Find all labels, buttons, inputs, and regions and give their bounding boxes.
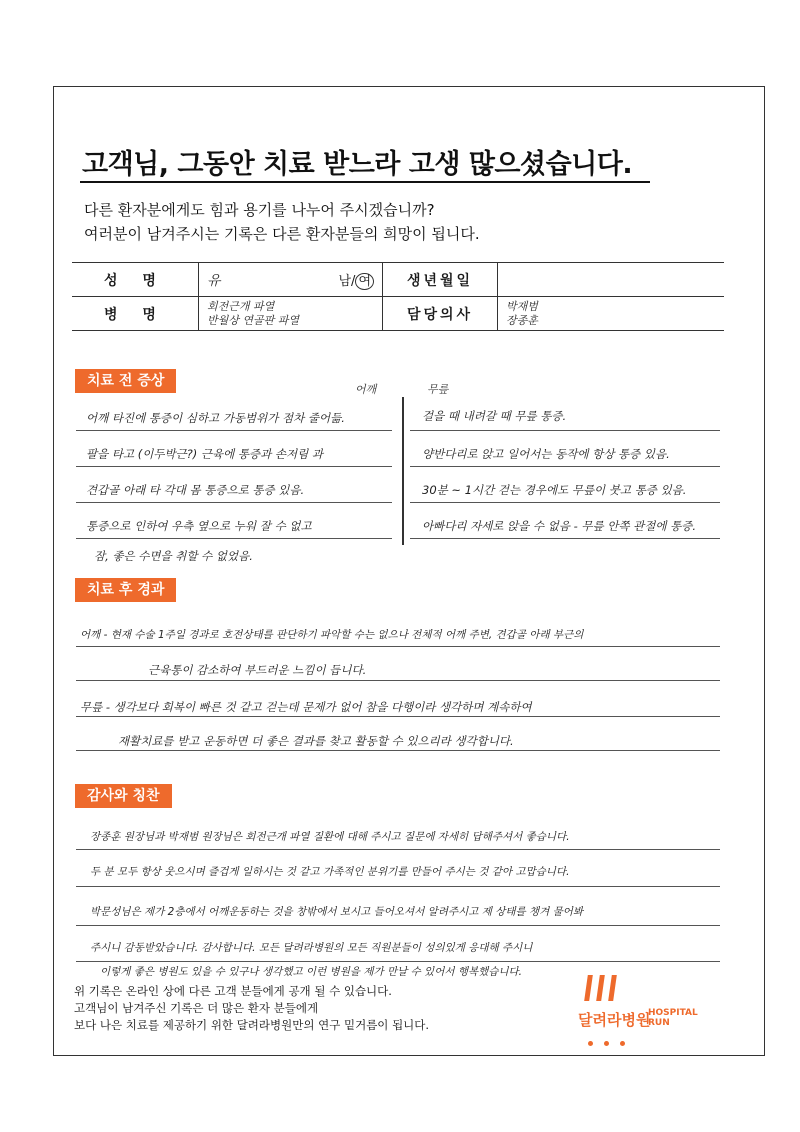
ruled-line xyxy=(76,680,720,681)
ruled-line xyxy=(76,750,720,751)
ruled-line xyxy=(76,466,392,467)
disease-label: 병 명 xyxy=(72,297,199,331)
footer-line-3: 보다 나은 치료를 제공하기 위한 달려라병원만의 연구 밑거름이 됩니다. xyxy=(74,1018,430,1032)
thanks-line: 이렇게 좋은 병원도 있을 수 있구나 생각했고 이런 병원을 제가 만날 수 있어서 행복했습니다. xyxy=(100,966,523,978)
gender-field[interactable] xyxy=(338,270,374,289)
thanks-line: 주시니 감동받았습니다. 감사합니다. 모든 달려라병원의 모든 직원분들이 성의있게 응대해 주시니 xyxy=(90,942,533,954)
after-line: 무릎 - 생각보다 회복이 빠른 것 같고 걷는데 문제가 없어 참을 다행이라 생각하며 계속하여 xyxy=(80,700,532,714)
disease-field[interactable] xyxy=(199,297,383,331)
thanks-line: 장종훈 원장님과 박재범 원장님은 회전근개 파열 질환에 대해 주시고 질문에 자세히 답해주셔서 좋습니다. xyxy=(90,831,570,843)
logo-brand-text: 달려라병원 xyxy=(578,1011,651,1029)
disease-value-2: 반월상 연골판 파열 xyxy=(207,313,300,327)
gender-female-selected: 여 xyxy=(355,273,374,290)
logo-bar xyxy=(596,975,605,1001)
ruled-line xyxy=(76,502,392,503)
thanks-line: 두 분 모두 항상 웃으시며 즐겁게 일하시는 것 같고 가족적인 분위기를 만들어 주시는 것 같아 고맙습니다. xyxy=(90,866,570,878)
ruled-line xyxy=(76,849,720,850)
logo-bar xyxy=(608,975,617,1001)
name-value: 유 xyxy=(207,272,221,289)
footer-line-2: 고객님이 남겨주신 기록은 더 많은 환자 분들에게 xyxy=(74,1001,319,1015)
logo-dot xyxy=(604,1041,609,1046)
disease-value-1: 회전근개 파열 xyxy=(207,299,275,313)
logo-sub-line-2: RUN xyxy=(648,1018,670,1028)
doctor-label: 담당의사 xyxy=(383,297,498,331)
ruled-line xyxy=(76,430,392,431)
before-right-line: 30분 ~ 1시간 걷는 경우에도 무릎이 붓고 통증 있음. xyxy=(422,483,687,497)
before-right-line: 걸을 때 내려갈 때 무릎 통증. xyxy=(422,409,567,423)
before-right-line: 아빠다리 자세로 앉을 수 없음 - 무릎 안쪽 관절에 통증. xyxy=(422,519,696,533)
intro-line-2: 여러분이 남겨주시는 기록은 다른 환자분들의 희망이 됩니다. xyxy=(84,225,480,243)
logo-dot xyxy=(620,1041,625,1046)
ruled-line xyxy=(410,502,720,503)
hospital-logo xyxy=(578,975,718,1045)
gender-separator: / xyxy=(351,273,356,289)
logo-bar xyxy=(584,975,593,1001)
ruled-line xyxy=(410,538,720,539)
birth-label: 생년월일 xyxy=(383,263,498,297)
footer-line-1: 위 기록은 온라인 상에 다른 고객 분들에게 공개 될 수 있습니다. xyxy=(74,984,392,998)
before-left-column-hint: 어깨 xyxy=(355,383,377,396)
before-left-line: 잠, 좋은 수면을 취할 수 없었음. xyxy=(94,549,253,563)
ruled-line xyxy=(410,466,720,467)
before-left-line: 팔을 타고 (이두박근?) 근육에 통증과 손저림 과 xyxy=(86,447,323,461)
section-before-treatment: 치료 전 증상 xyxy=(75,369,176,393)
doctor-field[interactable] xyxy=(498,297,725,331)
doctor-value-1: 박재범 xyxy=(506,299,538,313)
logo-sub-line-1: HOSPITAL xyxy=(648,1008,698,1018)
before-left-line: 어깨 타진에 통증이 심하고 가동범위가 점차 줄어듦. xyxy=(86,411,345,425)
before-right-column-hint: 무릎 xyxy=(427,383,449,396)
birth-field[interactable] xyxy=(498,263,725,297)
before-column-divider xyxy=(402,397,404,545)
logo-exclamation-bars xyxy=(586,975,622,1005)
ruled-line xyxy=(76,925,720,926)
before-right-line: 양반다리로 앉고 일어서는 동작에 항상 통증 있음. xyxy=(422,447,670,461)
section-after-treatment: 치료 후 경과 xyxy=(75,578,176,602)
gender-male: 남 xyxy=(338,273,352,289)
logo-dot xyxy=(588,1041,593,1046)
ruled-line xyxy=(410,430,720,431)
section-thanks: 감사와 칭찬 xyxy=(75,784,172,808)
page-title: 고객님, 그동안 치료 받느라 고생 많으셨습니다. xyxy=(82,149,633,180)
name-field[interactable] xyxy=(199,263,383,297)
logo-dots xyxy=(588,1031,636,1050)
name-label: 성 명 xyxy=(72,263,199,297)
before-left-line: 견갑골 아래 타 각대 몸 통증으로 통증 있음. xyxy=(86,483,305,497)
logo-sub-text xyxy=(648,1008,698,1028)
before-left-line: 통증으로 인하여 우측 옆으로 누워 잘 수 없고 xyxy=(86,519,312,533)
doctor-value-2: 장종훈 xyxy=(506,313,538,327)
after-line: 근육통이 감소하여 부드러운 느낌이 듭니다. xyxy=(148,663,367,677)
ruled-line xyxy=(76,961,720,962)
intro-line-1: 다른 환자분에게도 힘과 용기를 나누어 주시겠습니까? xyxy=(84,201,435,219)
ruled-line xyxy=(76,716,720,717)
ruled-line xyxy=(76,646,720,647)
patient-info-table xyxy=(72,262,724,331)
thanks-line: 박문성님은 제가 2층에서 어깨운동하는 것을 창밖에서 보시고 들어오셔서 알려주시고 제 상태를 챙겨 물어봐 xyxy=(90,906,584,918)
title-underline xyxy=(80,181,650,183)
ruled-line xyxy=(76,886,720,887)
ruled-line xyxy=(76,538,392,539)
after-line: 재활치료를 받고 운동하면 더 좋은 결과를 찾고 활동할 수 있으리라 생각합니다. xyxy=(118,734,514,748)
after-line: 어깨 - 현재 수술 1주일 경과로 호전상태를 판단하기 파악할 수는 없으나 전체적 어깨 주변, 견갑골 아래 부근의 xyxy=(80,629,584,641)
